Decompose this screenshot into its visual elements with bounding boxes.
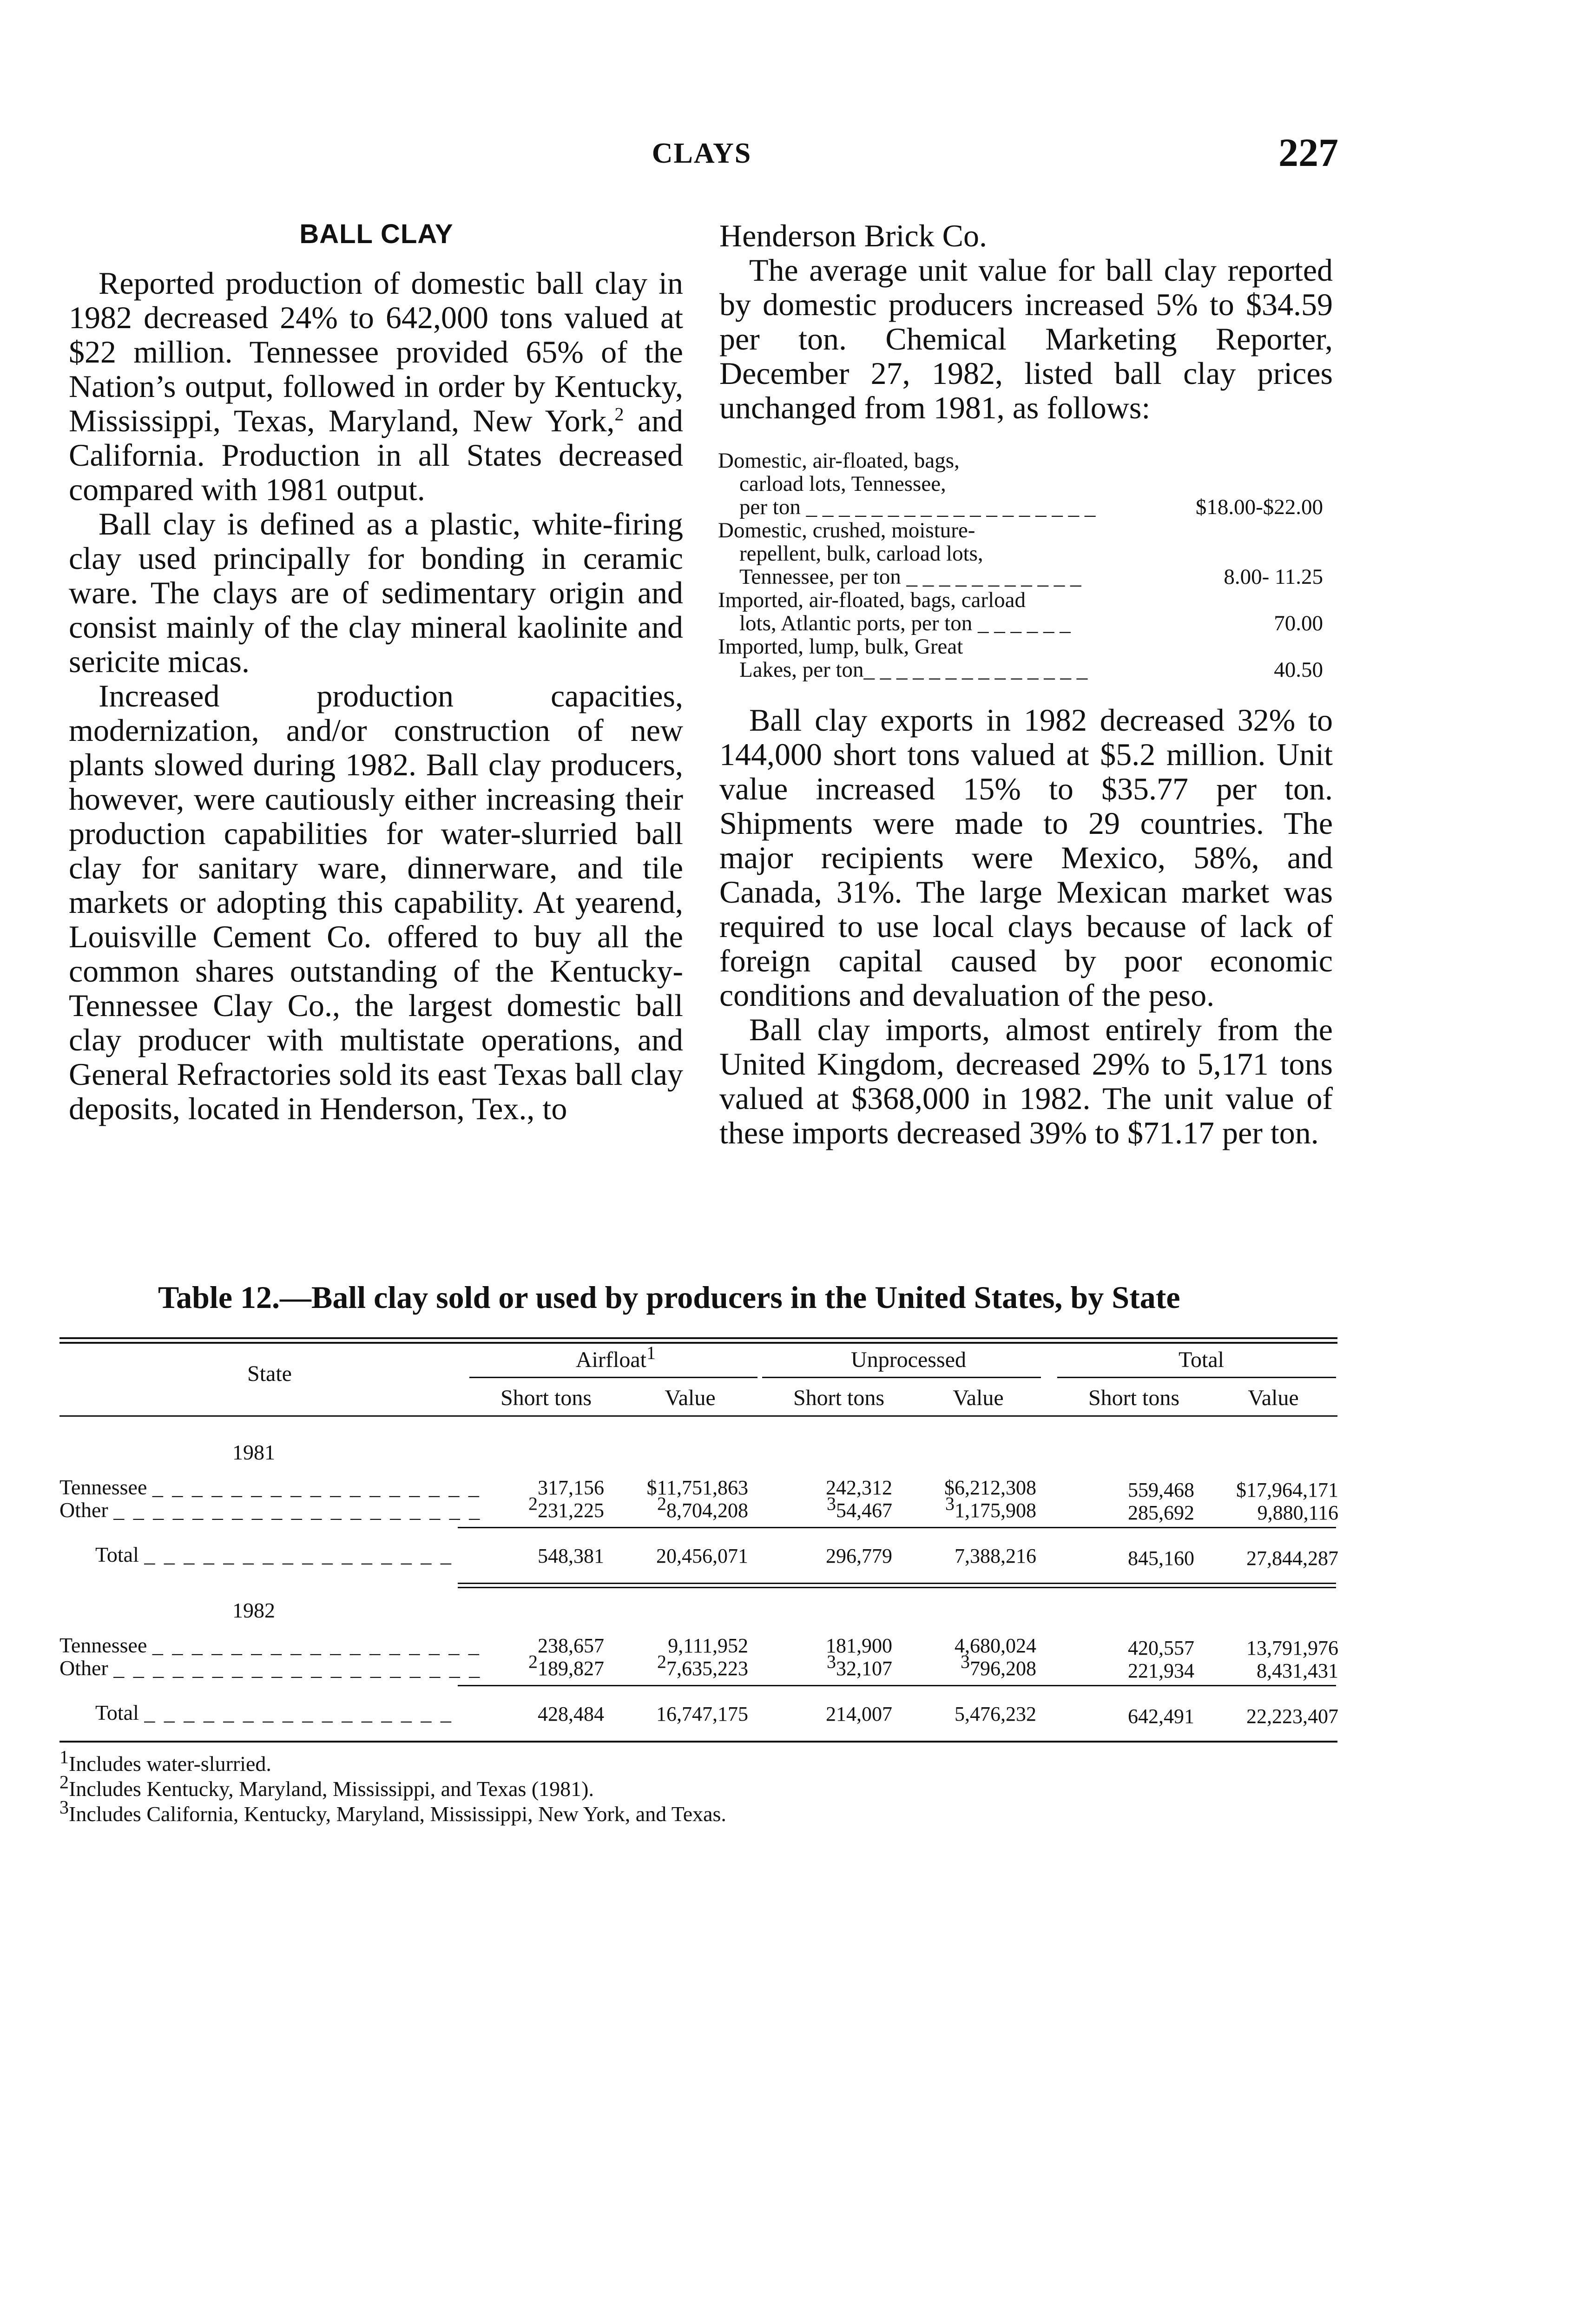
- table-footnote: $^3$Includes California, Kentucky, Maryland, Mississippi, New York, and Texas.: [59, 1796, 726, 1826]
- header-af-tons: Short tons: [500, 1386, 592, 1410]
- subtotal-rule: [458, 1527, 1336, 1528]
- total-un-tons: 296,779: [826, 1545, 892, 1567]
- cell-tot-value: 8,431,431: [1257, 1659, 1338, 1682]
- cell-un-value: $6,212,308: [944, 1476, 1036, 1499]
- cell-un-tons: 242,312: [826, 1476, 892, 1499]
- paragraph-exports: Ball clay exports in 1982 decreased 32% to 144,000 short tons valued at $5.2 million. Unit value increased 15% to $35.77 per ton. Shipments were made to 29 countries. The major recipients were Mexico, 58%, and Canada, 31%. The large Mexican market was required to use local clays because of lack of foreign capital caused by poor economic conditions and devaluation of the peso.: [719, 702, 1333, 1013]
- price-item-label: [718, 635, 1183, 681]
- cell-af-tons: $^2$231,225: [528, 1493, 604, 1522]
- cell-tot-tons: 285,692: [1128, 1501, 1194, 1524]
- subtotal-rule: [458, 1685, 1336, 1686]
- header-total: Total: [1179, 1347, 1224, 1372]
- right-column-top: [719, 218, 1333, 425]
- price-item-label: [718, 449, 1183, 519]
- cell-af-value: $11,751,863: [646, 1476, 748, 1499]
- total-span-rule: [1057, 1377, 1336, 1378]
- header-state: State: [247, 1361, 292, 1386]
- row-label: Tennessee _ _ _ _ _ _ _ _ _ _ _ _ _ _ _ _ _: [59, 1475, 481, 1499]
- total-af-tons: 548,381: [538, 1545, 604, 1567]
- price-item-line: lots, Atlantic ports, per ton _ _ _ _ _ _: [739, 611, 1071, 635]
- cell-un-value: $^3$1,175,908: [945, 1493, 1036, 1522]
- cell-tot-tons: 559,468: [1128, 1479, 1194, 1501]
- price-list-item: [718, 635, 1345, 681]
- total-tot-tons: 845,160: [1128, 1547, 1194, 1570]
- header-airfloat-fn: 1: [646, 1342, 656, 1363]
- price-item-line: repellent, bulk, carload lots,: [739, 541, 983, 566]
- footnote-ref: 2: [614, 403, 624, 425]
- row-label: Tennessee _ _ _ _ _ _ _ _ _ _ _ _ _ _ _ _ _: [59, 1633, 481, 1657]
- cell-af-tons: 238,657: [538, 1634, 604, 1657]
- paragraph-unit-value: The average unit value for ball clay reported by domestic producers increased 5% to $34.59 per ton. Chemical Marketing Reporter, December 27, 1982, listed ball clay prices unchanged from 1981, as follows:: [719, 252, 1333, 425]
- price-item-line: carload lots, Tennessee,: [739, 472, 946, 496]
- row-label: Other _ _ _ _ _ _ _ _ _ _ _ _ _ _ _ _ _ _ _: [59, 1498, 482, 1522]
- header-airfloat: Airfloat$^1$: [576, 1342, 656, 1372]
- cell-un-tons: $^3$54,467: [827, 1493, 892, 1522]
- total-rule: [458, 1583, 1336, 1584]
- cell-un-tons: $^3$32,107: [827, 1651, 892, 1680]
- cell-tot-value: 9,880,116: [1257, 1501, 1338, 1524]
- total-label: Total _ _ _ _ _ _ _ _ _ _ _ _ _ _ _ _: [95, 1543, 453, 1566]
- total-un-tons: 214,007: [826, 1703, 892, 1725]
- table-bottom-rule: [59, 1741, 1337, 1743]
- cell-tot-tons: 420,557: [1128, 1637, 1194, 1659]
- cell-af-tons: 317,156: [538, 1476, 604, 1499]
- page-number: 227: [1278, 130, 1338, 175]
- running-title: CLAYS: [652, 138, 752, 169]
- right-column-bottom: [719, 703, 1333, 1150]
- table-title: Table 12.—Ball clay sold or used by producers in the United States, by State: [158, 1280, 1180, 1315]
- table-top-rule-2: [59, 1342, 1337, 1344]
- price-item-value: $18.00-$22.00: [1195, 495, 1323, 519]
- paragraph-continuation: Henderson Brick Co.: [719, 218, 988, 253]
- cell-tot-value: $17,964,171: [1236, 1479, 1338, 1501]
- total-label: Total _ _ _ _ _ _ _ _ _ _ _ _ _ _ _ _: [95, 1701, 453, 1724]
- airfloat-span-rule: [469, 1377, 757, 1378]
- section-heading: BALL CLAY: [299, 219, 454, 249]
- cell-af-value: 9,111,952: [668, 1634, 748, 1657]
- cell-tot-tons: 221,934: [1128, 1659, 1194, 1682]
- table-footnote: $^2$Includes Kentucky, Maryland, Mississippi, and Texas (1981).: [59, 1771, 594, 1801]
- price-item-line: Lakes, per ton_ _ _ _ _ _ _ _ _ _ _ _ _ _: [739, 658, 1088, 682]
- total-af-tons: 428,484: [538, 1703, 604, 1725]
- cell-af-value: $^2$8,704,208: [657, 1493, 748, 1522]
- price-item-line: per ton _ _ _ _ _ _ _ _ _ _ _ _ _ _ _ _ _ _: [739, 495, 1096, 519]
- cell-un-value: $^3$796,208: [961, 1651, 1036, 1680]
- price-item-line: Imported, lump, bulk, Great: [718, 634, 963, 659]
- total-af-value: 16,747,175: [656, 1703, 748, 1725]
- total-tot-value: 27,844,287: [1246, 1547, 1338, 1570]
- paragraph-definition: Ball clay is defined as a plastic, white-firing clay used principally for bonding in ceramic ware. The clays are of sedimentary origin and consist mainly of the clay mineral kaolinite and sericite micas.: [69, 506, 683, 679]
- cell-af-value: $^2$7,635,223: [657, 1651, 748, 1680]
- price-list-item: [718, 519, 1345, 588]
- unprocessed-span-rule: [762, 1377, 1041, 1378]
- left-column: [69, 266, 683, 1126]
- price-item-value: 70.00: [1274, 611, 1323, 635]
- total-rule-2: [458, 1587, 1336, 1588]
- total-tot-value: 22,223,407: [1246, 1705, 1338, 1728]
- price-list-item: [718, 588, 1345, 635]
- year-label: 1981: [232, 1440, 275, 1464]
- year-label: 1982: [232, 1598, 275, 1622]
- paragraph-imports: Ball clay imports, almost entirely from the United Kingdom, decreased 29% to 5,171 tons valued at $368,000 in 1982. The unit value of these imports decreased 39% to $71.17 per ton.: [719, 1012, 1333, 1150]
- header-un-tons: Short tons: [793, 1386, 885, 1410]
- price-list-item: [718, 449, 1345, 519]
- total-af-value: 20,456,071: [656, 1545, 748, 1567]
- price-item-line: Tennessee, per ton _ _ _ _ _ _ _ _ _ _ _: [739, 565, 1081, 589]
- cell-un-value: 4,680,024: [955, 1634, 1036, 1657]
- paragraph-capacities: Increased production capacities, modernization, and/or construction of new plants slowed during 1982. Ball clay producers, however, were cautiously either increasing their production capabilities for water-slurried ball clay for sanitary ware, dinnerware, and tile markets or adopting this capability. At yearend, Louisville Cement Co. offered to buy all the common shares outstanding of the Kentucky-Tennessee Clay Co., the largest domestic ball clay producer with multistate operations, and General Refractories sold its east Texas ball clay deposits, located in Henderson, Tex., to: [69, 678, 683, 1126]
- price-item-line: Domestic, crushed, moisture-: [718, 518, 975, 542]
- price-item-value: 40.50: [1274, 658, 1323, 682]
- price-item-line: Imported, air-floated, bags, carload: [718, 588, 1026, 612]
- row-label: Other _ _ _ _ _ _ _ _ _ _ _ _ _ _ _ _ _ _ _: [59, 1656, 482, 1680]
- price-item-line: Domestic, air-floated, bags,: [718, 449, 960, 473]
- cell-tot-value: 13,791,976: [1246, 1637, 1338, 1659]
- paragraph-production: Reported production of domestic ball clay in 1982 decreased 24% to 642,000 tons valued at $22 million. Tennessee provided 65% of the Nation’s output, followed in order by Kentucky, Mississippi, Texas, Maryland, New York,$^2$ and California. Production in all States decreased compared with 1981 output.: [69, 265, 684, 507]
- cell-af-tons: $^2$189,827: [528, 1651, 604, 1680]
- price-list: [718, 449, 1345, 681]
- cell-un-tons: 181,900: [826, 1634, 892, 1657]
- total-un-value: 5,476,232: [955, 1703, 1036, 1725]
- header-un-value: Value: [953, 1386, 1004, 1410]
- total-tot-tons: 642,491: [1128, 1705, 1194, 1728]
- price-item-value: 8.00- 11.25: [1224, 565, 1323, 589]
- header-unprocessed: Unprocessed: [851, 1347, 966, 1372]
- price-item-label: [718, 519, 1183, 588]
- header-bottom-rule: [59, 1415, 1337, 1417]
- table-footnote: $^1$Includes water-slurried.: [59, 1746, 271, 1776]
- header-tot-tons: Short tons: [1088, 1386, 1180, 1410]
- total-un-value: 7,388,216: [955, 1545, 1036, 1567]
- table-top-rule: [59, 1337, 1337, 1339]
- header-tot-value: Value: [1248, 1386, 1299, 1410]
- header-af-value: Value: [665, 1386, 716, 1410]
- price-item-label: [718, 588, 1183, 635]
